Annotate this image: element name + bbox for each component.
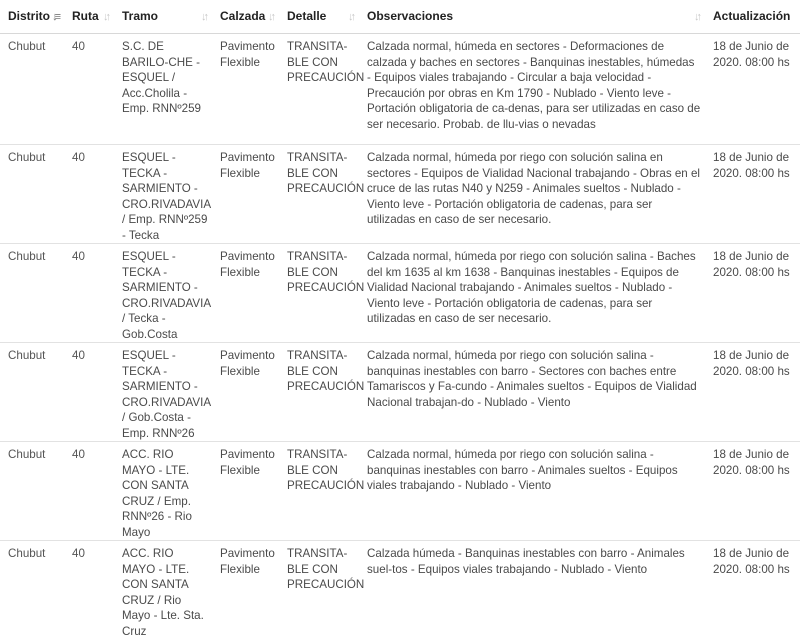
cell-observaciones: Calzada húmeda - Banquinas inestables con barro - Animales suel-tos - Equipos viales trabajando - Nublado - Viento — [359, 541, 705, 639]
cell-distrito: Chubut — [0, 541, 64, 639]
column-header-ruta[interactable] — [64, 0, 114, 34]
header-row — [0, 0, 800, 34]
cell-distrito: Chubut — [0, 244, 64, 343]
table-row — [0, 145, 800, 244]
cell-tramo: ESQUEL - TECKA - SARMIENTO - CRO.RIVADAVIA / Tecka - Gob.Costa — [114, 244, 212, 343]
table-row — [0, 343, 800, 442]
cell-ruta: 40 — [64, 34, 114, 145]
table-header — [0, 0, 800, 34]
column-header-observaciones[interactable] — [359, 0, 705, 34]
cell-actualizacion: 18 de Junio de 2020. 08:00 hs — [705, 244, 800, 343]
cell-actualizacion: 18 de Junio de 2020. 08:00 hs — [705, 541, 800, 639]
cell-ruta: 40 — [64, 442, 114, 541]
column-header-actualizacion[interactable] — [705, 0, 800, 34]
column-header-calzada[interactable] — [212, 0, 279, 34]
cell-calzada: Pavimento Flexible — [212, 244, 279, 343]
cell-tramo: ESQUEL - TECKA - SARMIENTO - CRO.RIVADAVIA / Emp. RNNº259 - Tecka — [114, 145, 212, 244]
sort-both-icon[interactable]: ↓↑ — [694, 10, 699, 26]
cell-detalle: TRANSITA-BLE CON PRECAUCIÓN — [279, 343, 359, 442]
cell-actualizacion: 18 de Junio de 2020. 08:00 hs — [705, 442, 800, 541]
cell-detalle: TRANSITA-BLE CON PRECAUCIÓN — [279, 541, 359, 639]
table-row — [0, 244, 800, 343]
sort-both-icon[interactable]: ↓↑ — [103, 10, 108, 26]
cell-detalle: TRANSITA-BLE CON PRECAUCIÓN — [279, 244, 359, 343]
cell-calzada: Pavimento Flexible — [212, 145, 279, 244]
cell-calzada: Pavimento Flexible — [212, 442, 279, 541]
cell-tramo: ACC. RIO MAYO - LTE. CON SANTA CRUZ / Emp. RNNº26 - Rio Mayo — [114, 442, 212, 541]
cell-observaciones: Calzada normal, húmeda por riego con solución salina - banquinas inestables con barro - Sectores con baches entre Tamariscos y Fa-cundo - Animales sueltos - Equipos de Vialidad Nacional trabajan-do - Nublado - Viento — [359, 343, 705, 442]
cell-ruta: 40 — [64, 244, 114, 343]
sort-ascending-icon[interactable]: ↓≡ — [52, 10, 58, 26]
cell-distrito: Chubut — [0, 442, 64, 541]
cell-calzada: Pavimento Flexible — [212, 34, 279, 145]
cell-ruta: 40 — [64, 541, 114, 639]
cell-tramo: S.C. DE BARILO-CHE - ESQUEL / Acc.Cholila - Emp. RNNº259 — [114, 34, 212, 145]
column-header-label: Calzada — [220, 9, 265, 23]
cell-observaciones: Calzada normal, húmeda por riego con solución salina - Baches del km 1635 al km 1638 - Banquinas inestables - Equipos de Vialidad Nacional trabajando - Animales sueltos - Nublado - Viento leve - Portación obligatoria de cadenas, para ser utilizadas en caso de ser necesario. — [359, 244, 705, 343]
cell-distrito: Chubut — [0, 34, 64, 145]
sort-both-icon[interactable]: ↓↑ — [201, 10, 206, 26]
table-row — [0, 34, 800, 145]
cell-tramo: ACC. RIO MAYO - LTE. CON SANTA CRUZ / Rio Mayo - Lte. Sta. Cruz — [114, 541, 212, 639]
column-header-label: Observaciones — [367, 9, 453, 23]
column-header-tramo[interactable] — [114, 0, 212, 34]
column-header-label: Ruta — [72, 9, 99, 23]
cell-distrito: Chubut — [0, 343, 64, 442]
sort-both-icon[interactable]: ↓↑ — [348, 10, 353, 26]
cell-calzada: Pavimento Flexible — [212, 343, 279, 442]
column-header-distrito[interactable] — [0, 0, 64, 34]
table-row — [0, 442, 800, 541]
cell-observaciones: Calzada normal, húmeda en sectores - Deformaciones de calzada y baches en sectores - Banquinas inestables, húmedas - Equipos viales trabajando - Circular a baja velocidad - Precaución por obras en Km 1790 - Nublado - Viento leve - Portación obligatoria de ca-denas, para ser utilizadas en caso de ser necesario. Probab. de llu-vias o nevadas — [359, 34, 705, 145]
cell-actualizacion: 18 de Junio de 2020. 08:00 hs — [705, 34, 800, 145]
column-header-label: Tramo — [122, 9, 158, 23]
cell-detalle: TRANSITA-BLE CON PRECAUCIÓN — [279, 145, 359, 244]
cell-observaciones: Calzada normal, húmeda por riego con solución salina - banquinas inestables con barro - Animales sueltos - Equipos viales trabajando - Nublado - Viento — [359, 442, 705, 541]
cell-ruta: 40 — [64, 343, 114, 442]
column-header-detalle[interactable] — [279, 0, 359, 34]
table-body — [0, 34, 800, 639]
column-header-label: Detalle — [287, 9, 326, 23]
column-header-label: Actualización — [713, 9, 790, 23]
cell-ruta: 40 — [64, 145, 114, 244]
cell-calzada: Pavimento Flexible — [212, 541, 279, 639]
sort-both-icon[interactable]: ↓↑ — [268, 10, 273, 26]
cell-tramo: ESQUEL - TECKA - SARMIENTO - CRO.RIVADAVIA / Gob.Costa - Emp. RNNº26 — [114, 343, 212, 442]
cell-observaciones: Calzada normal, húmeda por riego con solución salina en sectores - Equipos de Vialidad Nacional trabajando - Obras en el cruce de las rutas N40 y N259 - Animales sueltos - Nublado - Viento leve - Portación obligatoria de cadenas, para ser utilizadas en caso de ser necesario. — [359, 145, 705, 244]
cell-detalle: TRANSITA-BLE CON PRECAUCIÓN — [279, 442, 359, 541]
cell-detalle: TRANSITA-BLE CON PRECAUCIÓN — [279, 34, 359, 145]
column-header-label: Distrito — [8, 9, 50, 23]
cell-distrito: Chubut — [0, 145, 64, 244]
table-row — [0, 541, 800, 639]
cell-actualizacion: 18 de Junio de 2020. 08:00 hs — [705, 343, 800, 442]
cell-actualizacion: 18 de Junio de 2020. 08:00 hs — [705, 145, 800, 244]
